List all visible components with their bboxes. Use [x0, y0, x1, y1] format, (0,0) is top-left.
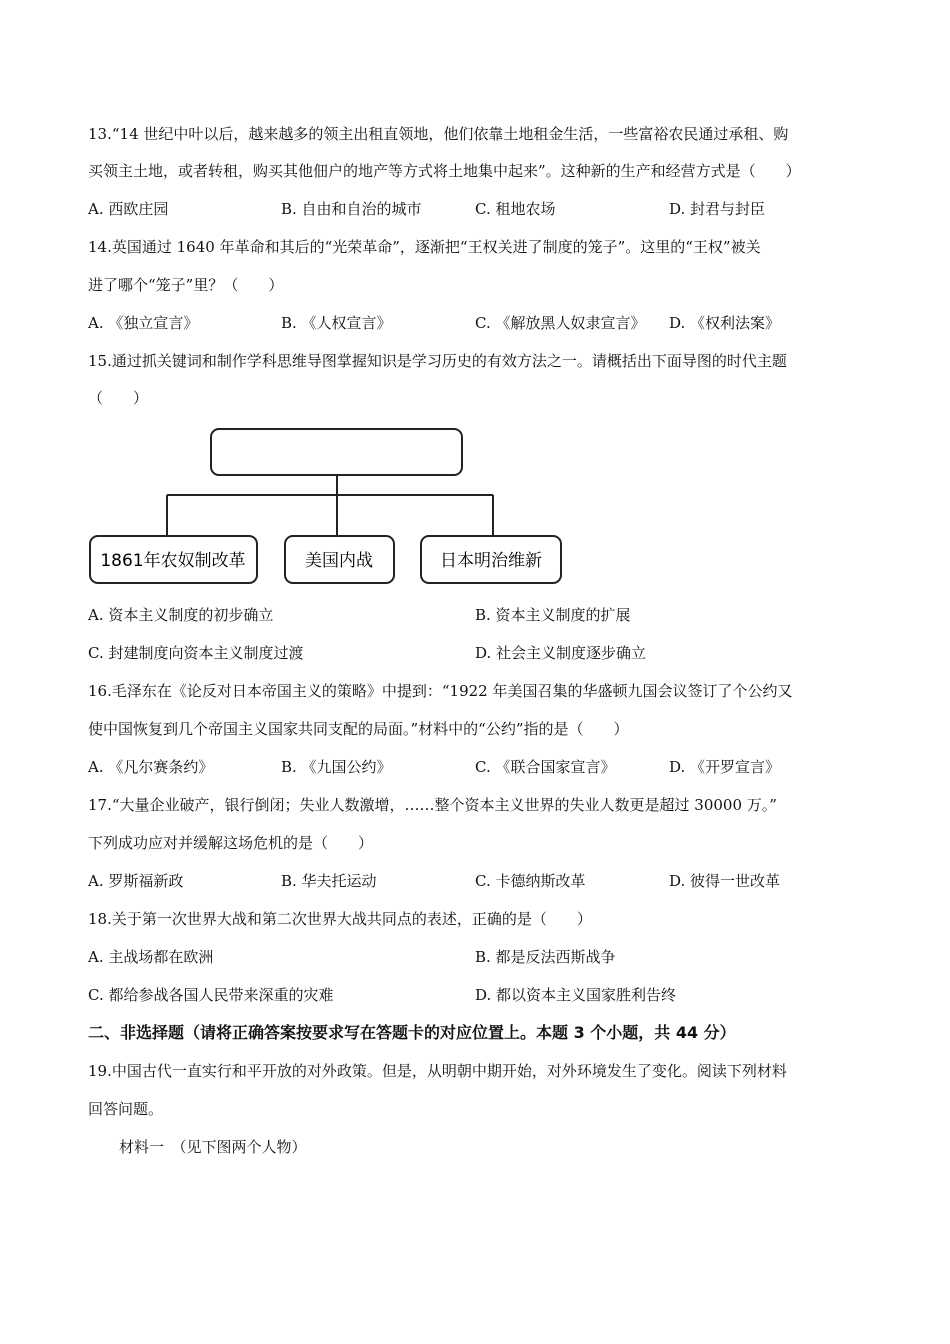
- q15-mind-map: [80, 420, 580, 595]
- q14-option-a[interactable]: A. 《独立宣言》: [88, 314, 199, 332]
- mind-map-box-2-label: 美国内战: [305, 551, 373, 571]
- q15-option-c[interactable]: C. 封建制度向资本主义制度过渡: [88, 644, 304, 662]
- q15-option-d[interactable]: D. 社会主义制度逐步确立: [475, 644, 647, 662]
- q13-stem-line1: 13.“14 世纪中叶以后，越来越多的领主出租直领地，他们依靠土地租金生活，一些富裕农民通过承租、购: [88, 125, 789, 143]
- mind-map-box-1-label: 1861年农奴制改革: [100, 551, 246, 571]
- q19-stem-line1: 19.中国古代一直实行和平开放的对外政策。但是，从明朝中期开始，对外环境发生了变化。阅读下列材料: [88, 1062, 787, 1080]
- q14-stem-line1: 14.英国通过 1640 年革命和其后的“光荣革命”，逐渐把“王权关进了制度的笼子”。这里的“王权”被关: [88, 238, 761, 256]
- q18-option-a[interactable]: A. 主战场都在欧洲: [88, 948, 214, 966]
- q18-option-c[interactable]: C. 都给参战各国人民带来深重的灾难: [88, 986, 334, 1004]
- q16-option-b[interactable]: B. 《九国公约》: [281, 758, 392, 776]
- q14-option-b[interactable]: B. 《人权宣言》: [281, 314, 392, 332]
- q13-option-a[interactable]: A. 西欧庄园: [88, 200, 169, 218]
- q14-option-d[interactable]: D. 《权利法案》: [669, 314, 781, 332]
- q16-stem-line1: 16.毛泽东在《论反对日本帝国主义的策略》中提到：“1922 年美国召集的华盛顿九国会议签订了个公约又: [88, 682, 793, 700]
- mind-map-top-box: [211, 429, 462, 475]
- q14-option-c[interactable]: C. 《解放黑人奴隶宣言》: [475, 314, 646, 332]
- q15-option-a[interactable]: A. 资本主义制度的初步确立: [88, 606, 274, 624]
- q19-stem-line2: 回答问题。: [88, 1100, 164, 1118]
- q17-stem-line2: 下列成功应对并缓解这场危机的是（ ）: [88, 834, 374, 852]
- q15-stem-line2: （ ）: [88, 389, 149, 407]
- q16-stem-line2: 使中国恢复到几个帝国主义国家共同支配的局面。”材料中的“公约”指的是（ ）: [88, 720, 629, 738]
- q17-stem-line1: 17.“大量企业破产，银行倒闭；失业人数激增，……整个资本主义世界的失业人数更是超过 30000 万。”: [88, 796, 777, 814]
- q15-stem-line1: 15.通过抓关键词和制作学科思维导图掌握知识是学习历史的有效方法之一。请概括出下面导图的时代主题: [88, 352, 787, 370]
- q16-option-a[interactable]: A. 《凡尔赛条约》: [88, 758, 214, 776]
- q13-option-d[interactable]: D. 封君与封臣: [669, 200, 766, 218]
- q17-option-d[interactable]: D. 彼得一世改革: [669, 872, 781, 890]
- q16-option-c[interactable]: C. 《联合国家宣言》: [475, 758, 616, 776]
- q13-stem-line2: 买领主土地，或者转租，购买其他佃户的地产等方式将土地集中起来”。这种新的生产和经营方式是（ ）: [88, 162, 801, 180]
- q17-option-a[interactable]: A. 罗斯福新政: [88, 872, 184, 890]
- q13-option-c[interactable]: C. 租地农场: [475, 200, 556, 218]
- q17-option-b[interactable]: B. 华夫托运动: [281, 872, 377, 890]
- q18-option-d[interactable]: D. 都以资本主义国家胜利告终: [475, 986, 677, 1004]
- q15-option-b[interactable]: B. 资本主义制度的扩展: [475, 606, 631, 624]
- q18-stem: 18.关于第一次世界大战和第二次世界大战共同点的表述，正确的是（ ）: [88, 910, 592, 928]
- q18-option-b[interactable]: B. 都是反法西斯战争: [475, 948, 616, 966]
- q14-stem-line2: 进了哪个“笼子”里？（ ）: [88, 276, 284, 294]
- mind-map-box-3-label: 日本明治维新: [440, 551, 542, 571]
- q19-material-1: 材料一 （见下图两个人物）: [119, 1138, 307, 1156]
- q17-option-c[interactable]: C. 卡德纳斯改革: [475, 872, 586, 890]
- q13-option-b[interactable]: B. 自由和自治的城市: [281, 200, 422, 218]
- section2-heading: 二、非选择题（请将正确答案按要求写在答题卡的对应位置上。本题 3 个小题，共 44 分）: [88, 1023, 736, 1042]
- q16-option-d[interactable]: D. 《开罗宣言》: [669, 758, 781, 776]
